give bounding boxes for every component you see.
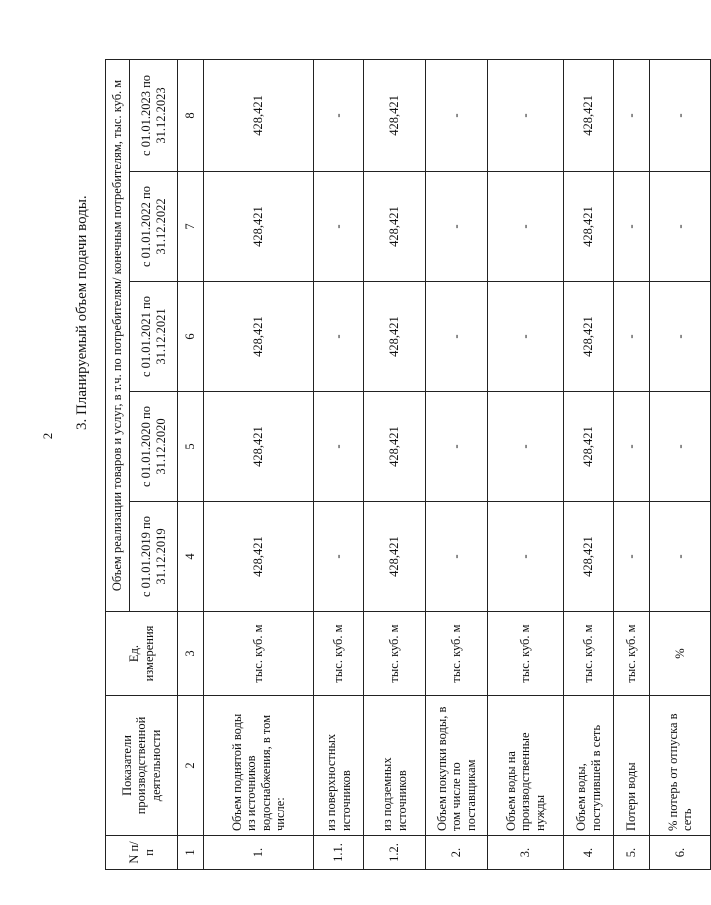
page-number: 2 xyxy=(40,432,55,440)
row-unit: тыс. куб. м xyxy=(314,612,364,696)
row-unit: тыс. куб. м xyxy=(614,612,650,696)
row-value: 428,421 xyxy=(564,392,614,502)
row-value: 428,421 xyxy=(364,172,426,282)
column-number: 7 xyxy=(178,172,204,282)
column-number: 3 xyxy=(178,612,204,696)
row-value: - xyxy=(614,392,650,502)
rotated-table-container xyxy=(105,60,694,870)
row-indicator: % потерь от отпуска в сеть xyxy=(650,696,711,836)
row-num: 1.2. xyxy=(364,836,426,870)
row-value: - xyxy=(314,392,364,502)
row-value: - xyxy=(488,502,564,612)
row-num: 1. xyxy=(204,836,314,870)
row-value: - xyxy=(614,172,650,282)
row-value: - xyxy=(650,392,711,502)
row-value: - xyxy=(426,282,488,392)
header-group: Объем реализации товаров и услуг, в т.ч. по потребителям/ конечным потребителям, тыс. куб. м xyxy=(106,59,130,611)
column-number: 2 xyxy=(178,696,204,836)
header-period: с 01.01.2023 по 31.12.2023 xyxy=(130,59,178,171)
row-indicator: Объем воды на производственные нужды xyxy=(488,696,564,836)
row-value: - xyxy=(488,172,564,282)
table-row xyxy=(488,59,564,869)
table-row xyxy=(364,59,426,869)
header-row-group xyxy=(106,59,130,869)
header-indicator: Показатели производственной деятельности xyxy=(106,696,178,836)
row-value: - xyxy=(488,59,564,171)
row-value: - xyxy=(314,59,364,171)
row-value: - xyxy=(614,502,650,612)
table-row xyxy=(614,59,650,869)
row-value: - xyxy=(650,172,711,282)
row-value: 428,421 xyxy=(564,282,614,392)
row-value: 428,421 xyxy=(564,59,614,171)
row-value: 428,421 xyxy=(204,172,314,282)
table-row xyxy=(564,59,614,869)
row-value: - xyxy=(614,59,650,171)
row-value: - xyxy=(314,172,364,282)
row-value: 428,421 xyxy=(364,59,426,171)
column-number: 5 xyxy=(178,392,204,502)
row-unit: тыс. куб. м xyxy=(204,612,314,696)
row-indicator: Объем воды, поступившей в сеть xyxy=(564,696,614,836)
table-row xyxy=(314,59,364,869)
row-value: - xyxy=(314,502,364,612)
section-title: 3. Планируемый объем подачи воды. xyxy=(74,195,90,430)
row-value: 428,421 xyxy=(364,502,426,612)
row-indicator: из поверхностных источников xyxy=(314,696,364,836)
row-value: 428,421 xyxy=(364,282,426,392)
row-indicator: из подземных источников xyxy=(364,696,426,836)
column-number: 1 xyxy=(178,836,204,870)
column-number: 8 xyxy=(178,59,204,171)
row-value: - xyxy=(488,282,564,392)
row-indicator: Объем поднятой воды из источников водоснабжения, в том числе: xyxy=(204,696,314,836)
row-unit: тыс. куб. м xyxy=(564,612,614,696)
row-indicator: Объем покупки воды, в том числе по поставщикам xyxy=(426,696,488,836)
header-unit: Ед. измерения xyxy=(106,612,178,696)
header-num: N п/п xyxy=(106,836,178,870)
row-value: - xyxy=(650,502,711,612)
row-value: 428,421 xyxy=(364,392,426,502)
row-value: - xyxy=(650,59,711,171)
row-value: - xyxy=(426,59,488,171)
row-num: 4. xyxy=(564,836,614,870)
table-row xyxy=(426,59,488,869)
water-supply-table xyxy=(105,59,711,870)
row-unit: тыс. куб. м xyxy=(364,612,426,696)
column-number: 4 xyxy=(178,502,204,612)
row-value: - xyxy=(426,392,488,502)
row-value: - xyxy=(650,282,711,392)
row-num: 1.1. xyxy=(314,836,364,870)
row-num: 6. xyxy=(650,836,711,870)
row-value: 428,421 xyxy=(564,172,614,282)
row-num: 3. xyxy=(488,836,564,870)
row-value: 428,421 xyxy=(204,282,314,392)
row-value: 428,421 xyxy=(204,59,314,171)
row-num: 5. xyxy=(614,836,650,870)
column-number-row xyxy=(178,59,204,869)
row-unit: тыс. куб. м xyxy=(426,612,488,696)
table-row xyxy=(650,59,711,869)
row-value: - xyxy=(426,502,488,612)
header-period: с 01.01.2022 по 31.12.2022 xyxy=(130,172,178,282)
row-value: - xyxy=(426,172,488,282)
row-value: - xyxy=(614,282,650,392)
header-period: с 01.01.2020 по 31.12.2020 xyxy=(130,392,178,502)
header-period: с 01.01.2019 по 31.12.2019 xyxy=(130,502,178,612)
row-value: - xyxy=(314,282,364,392)
table-row xyxy=(204,59,314,869)
row-unit: тыс. куб. м xyxy=(488,612,564,696)
header-period: с 01.01.2021 по 31.12.2021 xyxy=(130,282,178,392)
row-value: 428,421 xyxy=(204,502,314,612)
row-indicator: Потери воды xyxy=(614,696,650,836)
row-unit: % xyxy=(650,612,711,696)
column-number: 6 xyxy=(178,282,204,392)
row-num: 2. xyxy=(426,836,488,870)
row-value: 428,421 xyxy=(564,502,614,612)
row-value: 428,421 xyxy=(204,392,314,502)
row-value: - xyxy=(488,392,564,502)
